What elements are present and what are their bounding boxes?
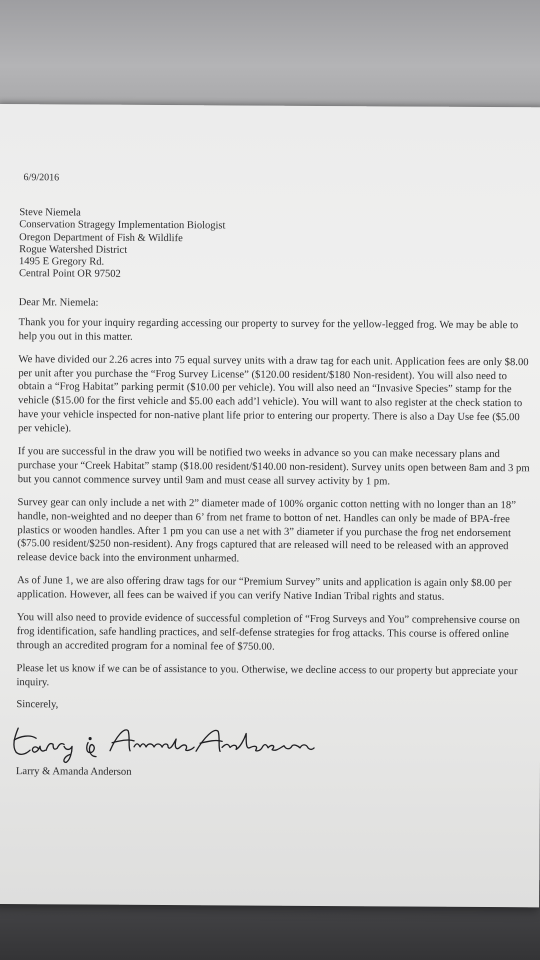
handwritten-signature xyxy=(0,716,340,768)
paragraph: You will also need to provide evidence of successful completion of “Frog Surveys and You” comprehensive course on frog identification, safe handling practices, and self-defense strategies for frog attacks. This course is offered online through an accredited program for a nominal fee of $750.00. xyxy=(16,612,520,653)
closing: Sincerely, xyxy=(16,698,59,711)
letter-body xyxy=(16,172,538,780)
letter-page xyxy=(0,104,540,907)
recipient-organization: Oregon Department of Fish & Wildlife xyxy=(19,231,183,244)
paragraph: Please let us know if we can be of assistance to you. Otherwise, we decline access to our property but appreciate your inquiry. xyxy=(16,662,518,689)
paragraph: As of June 1, we are also offering draw tags for our “Premium Survey” units and application is again only $8.00 per application. However, all fees can be waived if you can verify Native Indian Tribal rights and status. xyxy=(16,575,512,603)
recipient-title: Conservation Stragegy Implementation Biologist xyxy=(19,219,226,232)
signature-drawing xyxy=(0,716,340,768)
paragraph: We have divided our 2.26 acres into 75 equal survey units with a draw tag for each unit. Application fees are only $8.00 per unit after you purchase the “Frog Survey License” ($120.00 resident/$180 Non-resident). You will also need to obtain a “Frog Habitat” parking permit ($10.00 per vehicle). You will also need an “Invasive Species” stamp for the vehicle ($15.00 for the first vehicle and $5.00 each add’l vehicle). You will want to also register at the check station to have your vehicle inspected for non-native plant life prior to entering our property. There is also a Day Use fee ($5.00 per vehicle). xyxy=(17,353,529,435)
recipient-address xyxy=(19,207,537,284)
paragraph: Survey gear can only include a net with 2” diameter made of 100% organic cotton netting with no longer than an 18” handle, non-weighted and no deeper than 6’ from net frame to botton of net. Handles can only be made of BPA-free plastics or wooden handles. After 1 pm you can use a net with 3” diameter if you purchase the frog net endorsement ($75.00 resident/$250 non-resident). Any frogs captured that are released will need to be released with an approved release device back into the environment unharmed. xyxy=(17,496,516,565)
recipient-street: 1495 E Gregory Rd. xyxy=(19,256,105,268)
recipient-city: Central Point OR 97502 xyxy=(18,268,121,281)
salutation: Dear Mr. Niemela: xyxy=(18,296,99,309)
background-wall xyxy=(0,0,540,110)
recipient-name: Steve Niemela xyxy=(19,207,81,219)
paragraph: Thank you for your inquiry regarding accessing our property to survey for the yellow-legged frog. We may be able to help you out in this matter. xyxy=(18,316,519,343)
recipient-district: Rogue Watershed District xyxy=(19,244,128,256)
letter-date: 6/9/2016 xyxy=(23,172,60,184)
signer-name: Larry & Amanda Anderson xyxy=(15,765,132,778)
paragraph: If you are successful in the draw you will be notified two weeks in advance so you can make necessary plans and purchase your “Creek Habitat” stamp ($18.00 resident/$140.00 non-resident). Survey units open between 8am and 3 pm but you cannot commence survey until 9am and must cease all survey activity by 1 pm. xyxy=(17,446,530,488)
